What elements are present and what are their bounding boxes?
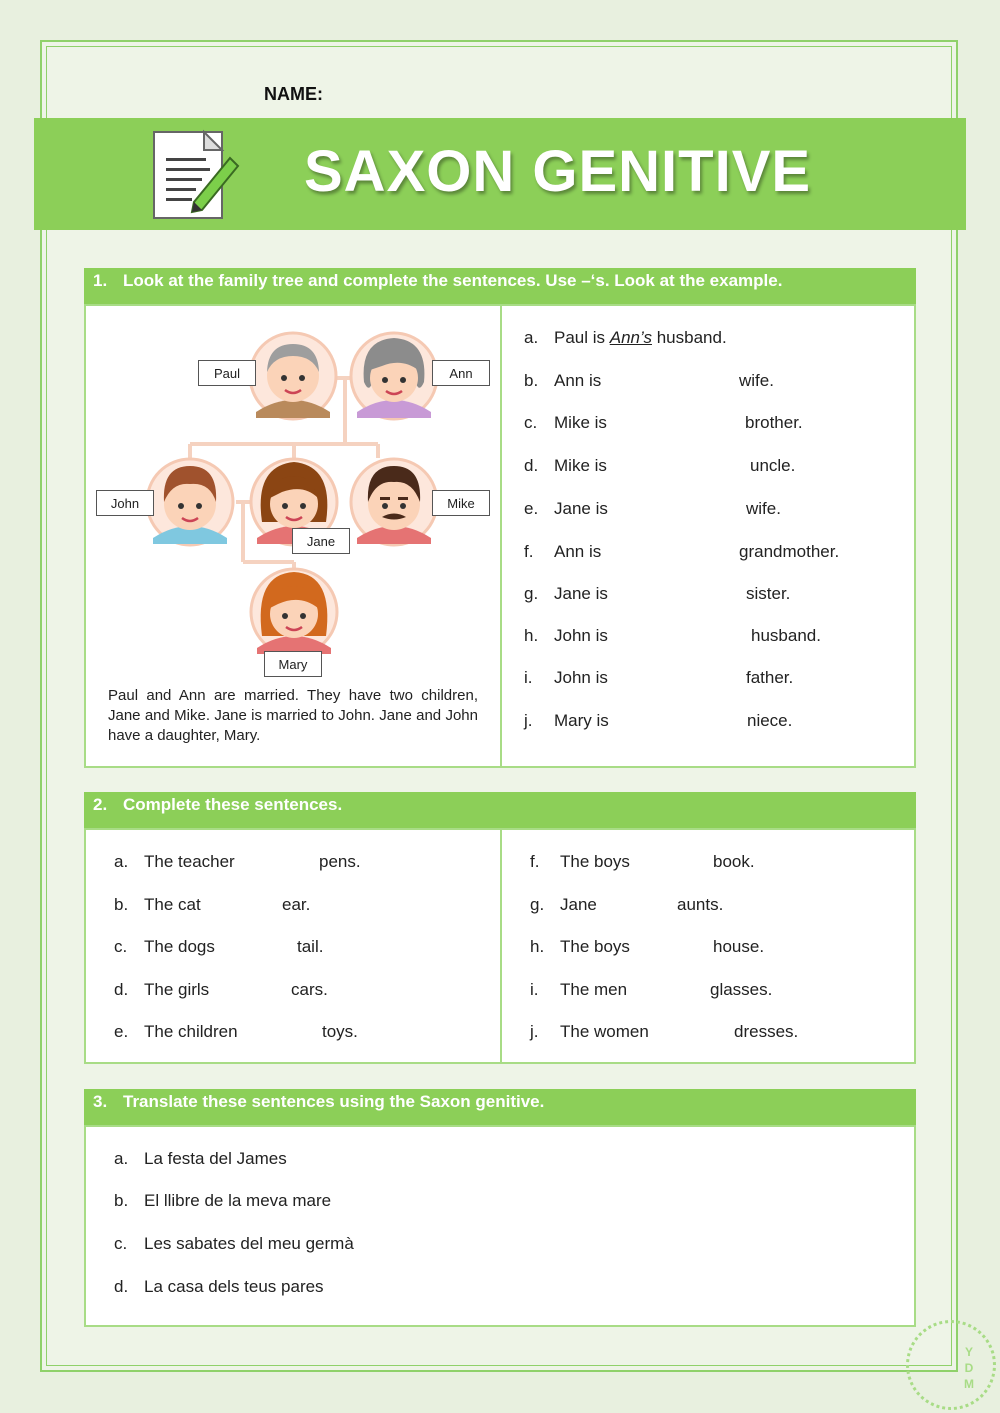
section-2-box: a. The teacher pens. b. The cat ear. c. The dogs tail. d. The girls cars. e. The children toys. f. The boys book. g. Jane aunts. h. The boys house. i. The men glasses. j. The women dresses. bbox=[84, 828, 916, 1064]
section-3-box: a. La festa del James b. El llibre de la meva mare c. Les sabates del meu germà d. La casa dels teus pares bbox=[84, 1125, 916, 1327]
section-2-divider bbox=[500, 830, 502, 1062]
avatar-ann bbox=[351, 333, 437, 419]
tag-mike: Mike bbox=[432, 490, 490, 516]
example-answer: Ann’s bbox=[609, 328, 652, 347]
name-label: NAME: bbox=[264, 84, 323, 104]
ydm-stamp bbox=[906, 1320, 996, 1410]
section-1-header bbox=[84, 268, 916, 304]
section-1-instruction: Look at the family tree and complete the sentences. Use –‘s. Look at the example. bbox=[123, 271, 783, 290]
tag-john: John bbox=[96, 490, 154, 516]
avatar-paul bbox=[250, 333, 336, 419]
tag-mary: Mary bbox=[264, 651, 322, 677]
item-letter: a. bbox=[524, 328, 539, 347]
section-1-number: 1. bbox=[93, 271, 108, 290]
page-title: SAXON GENITIVE bbox=[304, 139, 812, 204]
avatar-mary bbox=[251, 569, 337, 655]
family-caption: Paul and Ann are married. They have two children, Jane and Mike. Jane is married to John. Jane and John have a daughter, Mary. bbox=[108, 687, 478, 744]
avatar-john bbox=[147, 459, 233, 545]
section-2-instruction: Complete these sentences. bbox=[123, 795, 343, 814]
tag-ann: Ann bbox=[432, 360, 490, 386]
section-3-number: 3. bbox=[93, 1092, 108, 1111]
section-2-header bbox=[84, 792, 916, 828]
avatar-mike bbox=[351, 459, 437, 545]
section-1-divider bbox=[500, 306, 502, 766]
item-start: Paul is Ann’s husband. bbox=[554, 328, 727, 347]
section-3-instruction: Translate these sentences using the Saxon genitive. bbox=[123, 1092, 545, 1111]
tag-jane: Jane bbox=[292, 528, 350, 554]
worksheet-pencil-icon bbox=[150, 128, 240, 224]
section-3-header bbox=[84, 1089, 916, 1125]
ydm-stamp-letters: Y D M bbox=[964, 1345, 974, 1391]
tag-paul: Paul bbox=[198, 360, 256, 386]
section-2-number: 2. bbox=[93, 795, 108, 814]
section-1-box: Paul Ann John Mike Jane Mary Paul and Ann are married. They have two children, Jane and Mike. Jane is married to John. Jane and John have a daughter, Mary. a. Paul is Ann’s husband. b. Ann is wife. c. Mike is brother. d. Mike is uncle. e. Jane is wife. f. Ann is grandmother. g. Jane is sister. h. John is husband. i. John is father. j. Mary is niece. bbox=[84, 304, 916, 768]
